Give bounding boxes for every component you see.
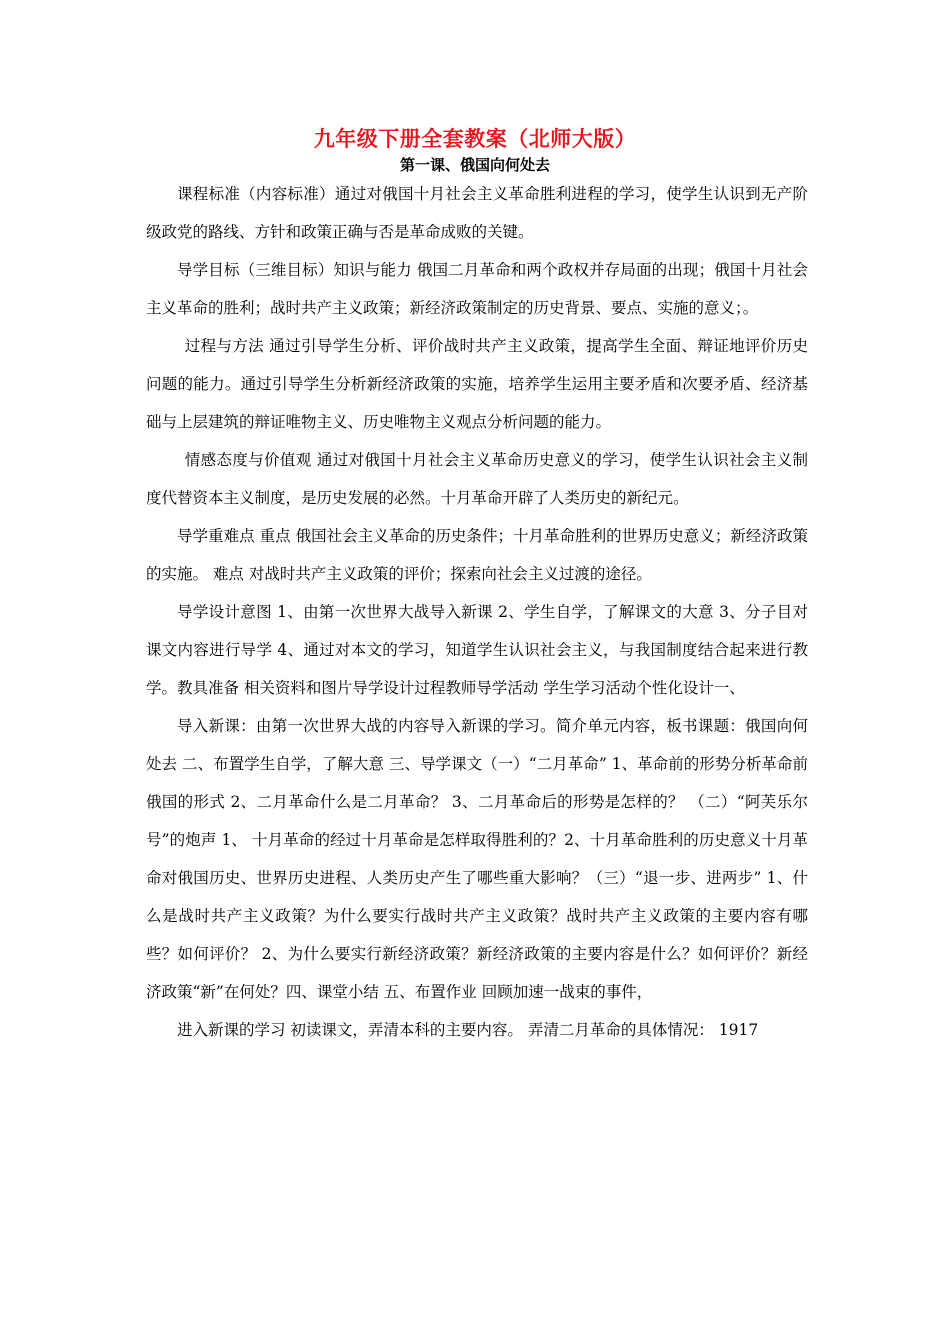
paragraph-new-lesson: 进入新课的学习 初读课文，弄清本科的主要内容。 弄清二月革命的具体情况： 1917 xyxy=(177,1021,759,1039)
paragraph-curriculum-standard: 课程标准（内容标准）通过对俄国十月社会主义革命胜利进程的学习，使学生认识到无产阶级政党的路线、方针和政策正确与否是革命成败的关键。 xyxy=(146,185,808,241)
paragraph-lesson-introduction: 导入新课：由第一次世界大战的内容导入新课的学习。简介单元内容，板书课题：俄国向何处去 二、布置学生自学，了解大意 三、导学课文（一）“二月革命” 1、革命前的形势分析革命前俄国的形式 2、二月革命什么是二月革命？ 3、二月革命后的形势是怎样的？ （二）“阿芙乐尔号”的炮声 1、 十月革命的经过十月革命是怎样取得胜利的？2、十月革命胜利的历史意义十月革命对俄国历史、世界历史进程、人类历史产生了哪些重大影响？（三）“退一步、进两步” 1、什么是战时共产主义政策？为什么要实行战时共产主义政策？战时共产主义政策的主要内容有哪些？如何评价？ 2、为什么要实行新经济政策？新经济政策的主要内容是什么？如何评价？新经济政策“新”在何处？四、课堂小结 五、布置作业 回顾加速一战束的事件， xyxy=(146,717,808,1001)
lesson-title: 第一课、俄国向何处去 xyxy=(399,156,550,174)
document-title: 九年级下册全套教案（北师大版） xyxy=(313,126,637,151)
document-body xyxy=(146,175,808,1049)
paragraph-process-methods: 过程与方法 通过引导学生分析、评价战时共产主义政策，提高学生全面、辩证地评价历史问题的能力。通过引导学生分析新经济政策的实施，培养学生运用主要矛盾和次要矛盾、经济基础与上层建筑的辩证唯物主义、历史唯物主义观点分析问题的能力。 xyxy=(146,337,808,431)
paragraph-design-intent: 导学设计意图 1、由第一次世界大战导入新课 2、学生自学，了解课文的大意 3、分子目对课文内容进行导学 4、通过对本文的学习，知道学生认识社会主义，与我国制度结合起来进行教学。教具准备 相关资料和图片导学设计过程教师导学活动 学生学习活动个性化设计一、 xyxy=(146,603,808,697)
paragraph-attitudes-values: 情感态度与价值观 通过对俄国十月社会主义革命历史意义的学习，使学生认识社会主义制度代替资本主义制度，是历史发展的必然。十月革命开辟了人类历史的新纪元。 xyxy=(146,451,808,507)
paragraph-learning-objectives: 导学目标（三维目标）知识与能力 俄国二月革命和两个政权并存局面的出现；俄国十月社会主义革命的胜利；战时共产主义政策；新经济政策制定的历史背景、要点、实施的意义；。 xyxy=(146,261,808,317)
paragraph-key-difficulties: 导学重难点 重点 俄国社会主义革命的历史条件；十月革命胜利的世界历史意义；新经济政策的实施。 难点 对战时共产主义政策的评价；探索向社会主义过渡的途径。 xyxy=(146,527,808,583)
